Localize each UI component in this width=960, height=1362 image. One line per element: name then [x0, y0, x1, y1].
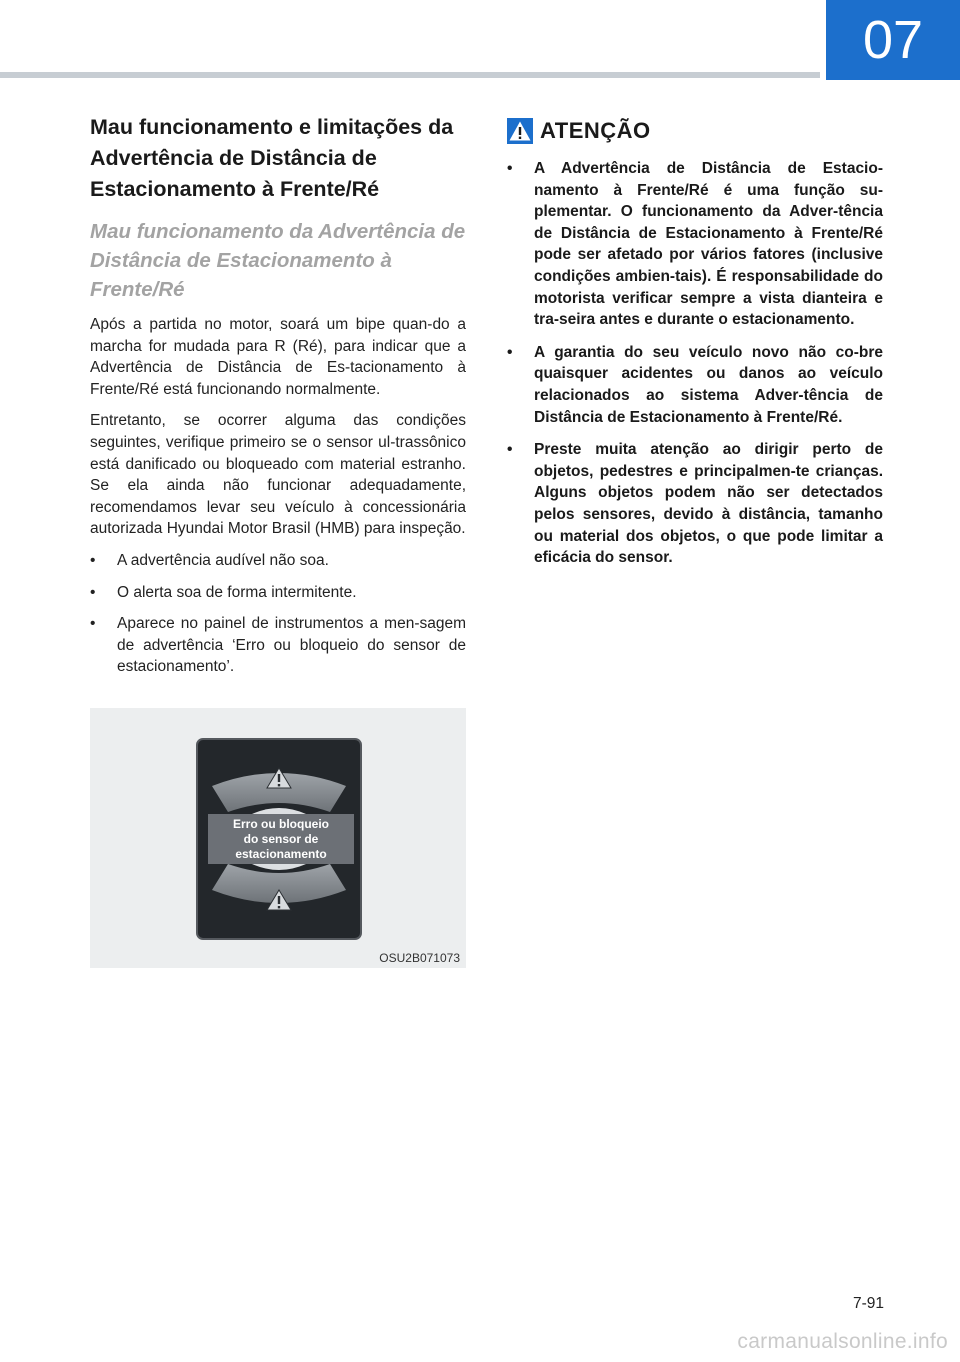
list-item-text: Aparece no painel de instrumentos a men-sagem de advertência ‘Erro ou bloqueio do sensor de estacionamento’. [117, 615, 466, 676]
bullet: • [90, 551, 96, 569]
list-item-text: A advertência audível não soa. [117, 551, 329, 569]
message-line: Erro ou bloqueio [233, 817, 329, 831]
chapter-tab: 07 [826, 0, 960, 80]
warning-item-text: A garantia do seu veículo novo não co-bre quaisquer acidentes ou danos ao veículo relacionados ao sistema Adver-tência de Distância de Estacionamento à Frente/Ré. [534, 343, 883, 426]
warning-item [507, 439, 883, 569]
cluster-figure [90, 708, 466, 968]
warning-item [507, 158, 883, 331]
warning-item [507, 342, 883, 428]
paragraph: Entretanto, se ocorrer alguma das condições seguintes, verifique primeiro se o sensor ul-trassônico está danificado ou bloqueado com material estranho. Se ela ainda não funcionar adequadamente, recomendamos levar seu veículo à concessionária autorizada Hyundai Motor Brasil (HMB) para inspeção. [90, 412, 466, 538]
bullet: • [90, 583, 96, 601]
bullet: • [90, 615, 96, 633]
warning-item-text: Preste muita atenção ao dirigir perto de objetos, pedestres e principalmen-te crianças. Alguns objetos podem não ser detectados pelos sensores, devido à distância, tamanho ou material dos objetos, o que pode limitar a eficácia do sensor. [534, 441, 883, 567]
left-column [90, 112, 466, 688]
warning-item-text: A Advertência de Distância de Estacio-namento à Frente/Ré é uma função su-plementar. O funcionamento da Adver-tência de Distância de Estacionamento à Frente/Ré pode ser afetado por vários fatores (inclusive condições ambien-tais). É responsabilidade do motorista verificar sempre a vista dianteira e tra-seira antes e durante o estacionamento. [534, 160, 883, 329]
figure-code: OSU2B071073 [379, 951, 460, 965]
watermark: carmanualsonline.info [737, 1330, 948, 1353]
bullet: • [507, 343, 513, 361]
message-line: estacionamento [235, 847, 327, 861]
list-item [90, 582, 466, 604]
list-item-text: O alerta soa de forma intermitente. [117, 583, 357, 601]
warning-triangle-icon [507, 118, 533, 144]
list-item [90, 550, 466, 572]
bullet: • [507, 441, 513, 459]
warning-header [507, 118, 883, 144]
list-item [90, 613, 466, 678]
warning-title: ATENÇÃO [540, 118, 651, 143]
header-rule [0, 72, 820, 78]
paragraph: Após a partida no motor, soará um bipe quan-do a marcha for mudada para R (Ré), para indicar que a Advertência de Distância de Es-tacionamento à Frente/Ré está funcionando normalmente. [90, 316, 466, 398]
warning-list [507, 158, 883, 569]
message-line: do sensor de [243, 832, 319, 846]
bullet: • [507, 160, 513, 177]
right-column [507, 118, 883, 580]
page-number: 7-91 [852, 1295, 884, 1312]
section-title: Mau funcionamento e limitações da Advertência de Distância de Estacionamento à Frente/Ré [90, 115, 454, 201]
condition-list [90, 550, 466, 678]
sensor-error-message [208, 814, 354, 864]
subsection-title: Mau funcionamento da Advertência de Distância de Estacionamento à Frente/Ré [90, 220, 466, 301]
